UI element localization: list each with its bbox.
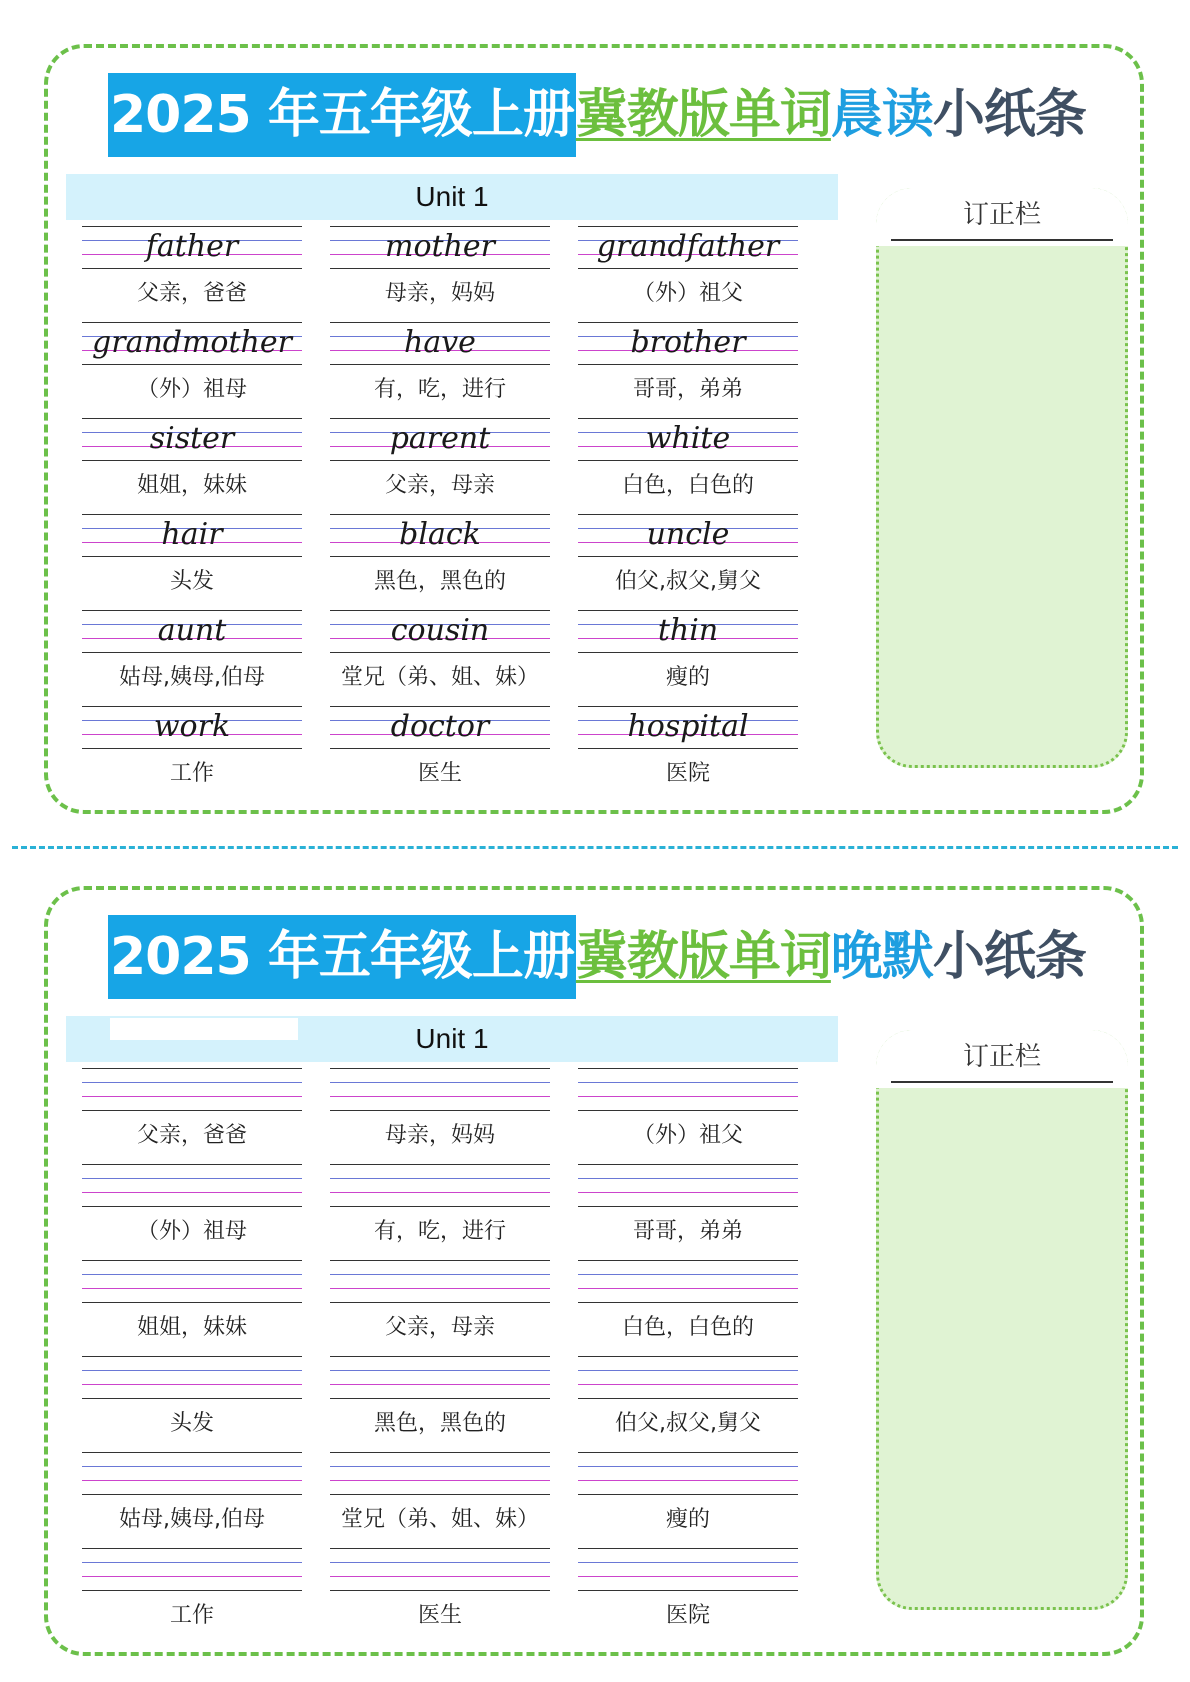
title-suffix: 小纸条 xyxy=(932,927,1086,987)
chinese-meaning: 白色，白色的 xyxy=(621,1315,754,1340)
vocab-cell xyxy=(82,1066,302,1162)
vocab-cell xyxy=(578,1066,798,1162)
vocab-cell xyxy=(330,320,550,416)
chinese-meaning: 白色，白色的 xyxy=(621,473,754,498)
chinese-meaning: 哥哥，弟弟 xyxy=(632,1219,743,1244)
chinese-meaning: 医生 xyxy=(417,761,462,786)
vocab-cell xyxy=(578,1258,798,1354)
english-word: parent xyxy=(389,421,491,456)
title-edition: 冀教版单词 xyxy=(575,85,831,145)
chinese-meaning: 瘦的 xyxy=(665,1507,710,1532)
vocab-cell xyxy=(578,608,798,704)
vocab-cell xyxy=(578,320,798,416)
vocab-cell xyxy=(330,608,550,704)
chinese-meaning: 父亲，爸爸 xyxy=(136,281,247,306)
english-word: hospital xyxy=(627,709,749,744)
chinese-meaning: （外）祖母 xyxy=(136,1219,247,1244)
chinese-meaning: （外）祖父 xyxy=(632,1123,743,1148)
vocab-cell xyxy=(330,1162,550,1258)
vocab-cell xyxy=(82,1162,302,1258)
correction-label: 订正栏 xyxy=(962,200,1041,230)
english-word: mother xyxy=(385,229,495,264)
vocab-cell xyxy=(82,1546,302,1642)
vocab-cell xyxy=(330,416,550,512)
english-word: cousin xyxy=(390,613,490,648)
chinese-meaning: 伯父,叔父,舅父 xyxy=(615,1411,761,1436)
chinese-meaning: 父亲，爸爸 xyxy=(136,1123,247,1148)
writing-lines[interactable] xyxy=(330,1066,550,1112)
chinese-meaning: 医院 xyxy=(665,1603,710,1628)
chinese-meaning: 医院 xyxy=(665,761,710,786)
writing-lines[interactable] xyxy=(578,1162,798,1208)
correction-rule xyxy=(891,239,1113,241)
vocab-cell xyxy=(578,512,798,608)
writing-lines[interactable] xyxy=(330,1546,550,1592)
evening-dictation-card xyxy=(44,886,1144,1656)
unit-label: Unit 1 xyxy=(415,1023,489,1054)
vocab-cell xyxy=(82,320,302,416)
english-word: hair xyxy=(161,517,223,552)
chinese-meaning: （外）祖母 xyxy=(136,377,247,402)
writing-lines[interactable] xyxy=(578,1066,798,1112)
chinese-meaning: 哥哥，弟弟 xyxy=(632,377,743,402)
vocab-cell xyxy=(578,704,798,800)
chinese-meaning: 姑母,姨母,伯母 xyxy=(119,1507,265,1532)
vocab-cell xyxy=(330,1450,550,1546)
writing-lines[interactable] xyxy=(82,1162,302,1208)
writing-lines[interactable] xyxy=(578,1546,798,1592)
vocab-cell xyxy=(82,512,302,608)
chinese-meaning: 瘦的 xyxy=(665,665,710,690)
english-word: uncle xyxy=(646,517,730,552)
vocab-cell xyxy=(82,224,302,320)
writing-lines[interactable] xyxy=(82,1546,302,1592)
chinese-meaning: 头发 xyxy=(169,569,214,594)
vocab-cell xyxy=(578,416,798,512)
vocab-cell xyxy=(330,224,550,320)
vocab-cell xyxy=(330,512,550,608)
chinese-meaning: 母亲，妈妈 xyxy=(384,281,495,306)
title-edition: 冀教版单词 xyxy=(575,927,831,987)
english-word: white xyxy=(645,421,731,456)
english-word: father xyxy=(145,229,239,264)
title-year-grade: 2025 年五年级上册 xyxy=(108,73,576,157)
english-word: sister xyxy=(149,421,235,456)
page-title xyxy=(108,915,1086,999)
chinese-meaning: 头发 xyxy=(169,1411,214,1436)
english-word: black xyxy=(399,517,481,552)
unit-header xyxy=(66,174,838,220)
chinese-meaning: 黑色，黑色的 xyxy=(373,569,506,594)
vocab-cell xyxy=(578,1546,798,1642)
chinese-meaning: 姐姐，妹妹 xyxy=(136,473,247,498)
chinese-meaning: 父亲，母亲 xyxy=(384,473,495,498)
writing-lines[interactable] xyxy=(82,1450,302,1496)
writing-lines[interactable] xyxy=(578,1258,798,1304)
chinese-meaning: 医生 xyxy=(417,1603,462,1628)
vocab-cell xyxy=(82,704,302,800)
correction-box[interactable] xyxy=(876,188,1128,768)
writing-lines[interactable] xyxy=(330,1258,550,1304)
chinese-meaning: 黑色，黑色的 xyxy=(373,1411,506,1436)
vocab-grid xyxy=(48,1066,848,1656)
vocab-cell xyxy=(82,416,302,512)
chinese-meaning: 母亲，妈妈 xyxy=(384,1123,495,1148)
writing-lines[interactable] xyxy=(82,1354,302,1400)
vocab-cell xyxy=(578,1450,798,1546)
cut-line-divider xyxy=(12,846,1178,849)
english-word: aunt xyxy=(157,613,227,648)
correction-rule xyxy=(891,1081,1113,1083)
vocab-cell xyxy=(82,1258,302,1354)
writing-lines[interactable] xyxy=(330,1450,550,1496)
vocab-cell xyxy=(330,1258,550,1354)
page-title xyxy=(108,73,1086,157)
chinese-meaning: 姑母,姨母,伯母 xyxy=(119,665,265,690)
chinese-meaning: 父亲，母亲 xyxy=(384,1315,495,1340)
english-word: thin xyxy=(657,613,719,648)
correction-label: 订正栏 xyxy=(962,1042,1041,1072)
chinese-meaning: 有，吃，进行 xyxy=(373,1219,506,1244)
vocab-cell xyxy=(330,1546,550,1642)
vocab-cell xyxy=(578,1162,798,1258)
writing-lines[interactable] xyxy=(578,1450,798,1496)
unit-header xyxy=(66,1016,838,1062)
chinese-meaning: 姐姐，妹妹 xyxy=(136,1315,247,1340)
morning-reading-card xyxy=(44,44,1144,814)
writing-lines[interactable] xyxy=(330,1162,550,1208)
title-suffix: 小纸条 xyxy=(932,85,1086,145)
vocab-cell xyxy=(82,1450,302,1546)
english-word: have xyxy=(404,325,476,360)
title-session: 晨读 xyxy=(830,85,933,145)
correction-box[interactable] xyxy=(876,1030,1128,1610)
writing-lines[interactable] xyxy=(330,1354,550,1400)
english-word: doctor xyxy=(390,709,490,744)
english-word: brother xyxy=(630,325,746,360)
title-year-grade: 2025 年五年级上册 xyxy=(108,915,576,999)
vocab-cell xyxy=(578,224,798,320)
chinese-meaning: 堂兄（弟、姐、妹） xyxy=(340,665,539,690)
writing-lines[interactable] xyxy=(578,1354,798,1400)
vocab-cell xyxy=(330,704,550,800)
writing-lines[interactable] xyxy=(82,1066,302,1112)
vocab-cell xyxy=(82,608,302,704)
english-word: grandmother xyxy=(92,325,292,360)
writing-lines[interactable] xyxy=(82,1258,302,1304)
vocab-cell xyxy=(82,1354,302,1450)
vocab-cell xyxy=(330,1354,550,1450)
title-session: 晚默 xyxy=(830,927,933,987)
vocab-grid xyxy=(48,224,848,814)
unit-label: Unit 1 xyxy=(415,181,489,212)
chinese-meaning: 工作 xyxy=(169,761,214,786)
chinese-meaning: 有，吃，进行 xyxy=(373,377,506,402)
vocab-cell xyxy=(330,1066,550,1162)
vocab-cell xyxy=(578,1354,798,1450)
english-word: grandfather xyxy=(596,229,780,264)
english-word: work xyxy=(153,709,231,744)
chinese-meaning: 伯父,叔父,舅父 xyxy=(615,569,761,594)
chinese-meaning: 堂兄（弟、姐、妹） xyxy=(340,1507,539,1532)
chinese-meaning: 工作 xyxy=(169,1603,214,1628)
chinese-meaning: （外）祖父 xyxy=(632,281,743,306)
